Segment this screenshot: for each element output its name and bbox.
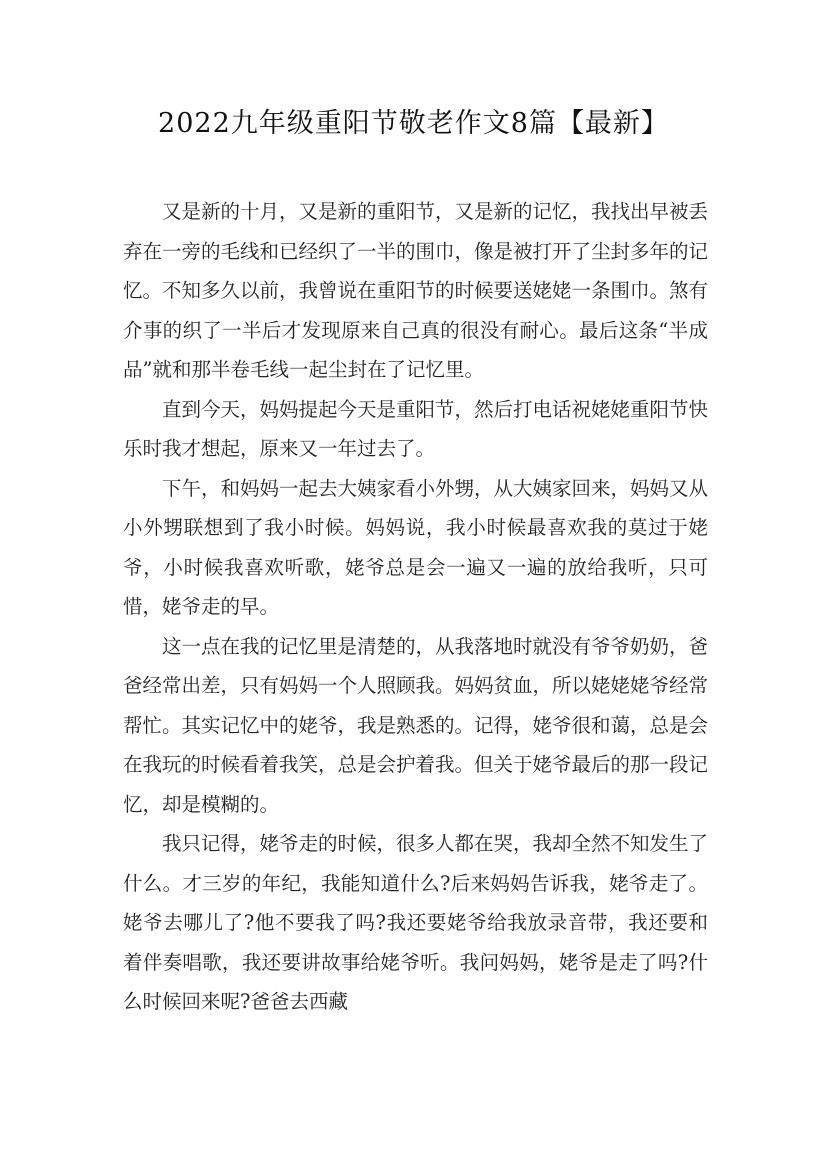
document-title: 2022九年级重阳节敬老作文8篇【最新】 [158,108,669,139]
document-body [123,192,708,1022]
paragraph: 下午，和妈妈一起去大姨家看小外甥，从大姨家回来，妈妈又从小外甥联想到了我小时候。妈妈说，我小时候最喜欢我的莫过于姥爷，小时候我喜欢听歌，姥爷总是会一遍又一遍的放给我听，只可惜，姥爷走的早。 [123,476,709,618]
paragraph: 这一点在我的记忆里是清楚的，从我落地时就没有爷爷奶奶，爸爸经常出差，只有妈妈一个人照顾我。妈妈贫血，所以姥姥姥爷经常帮忙。其实记忆中的姥爷，我是熟悉的。记得，姥爷很和蔼，总是会在我玩的时候看着我笑，总是会护着我。但关于姥爷最后的那一段记忆，却是模糊的。 [123,634,709,816]
paragraph: 我只记得，姥爷走的时候，很多人都在哭，我却全然不知发生了什么。才三岁的年纪，我能知道什么?后来妈妈告诉我，姥爷走了。姥爷去哪儿了?他不要我了吗?我还要姥爷给我放录音带，我还要和着伴奏唱歌，我还要讲故事给姥爷听。我问妈妈，姥爷是走了吗?什么时候回来呢?爸爸去西藏 [123,832,709,1013]
paragraph: 又是新的十月，又是新的重阳节，又是新的记忆，我找出早被丢弃在一旁的毛线和已经织了一半的围巾，像是被打开了尘封多年的记忆。不知多久以前，我曾说在重阳节的时候要送姥姥一条围巾。煞有介事的织了一半后才发现原来自己真的很没有耐心。最后这条“半成品”就和那半卷毛线一起尘封在了记忆里。 [123,200,709,381]
paragraph: 直到今天，妈妈提起今天是重阳节，然后打电话祝姥姥重阳节快乐时我才想起，原来又一年过去了。 [123,397,709,460]
